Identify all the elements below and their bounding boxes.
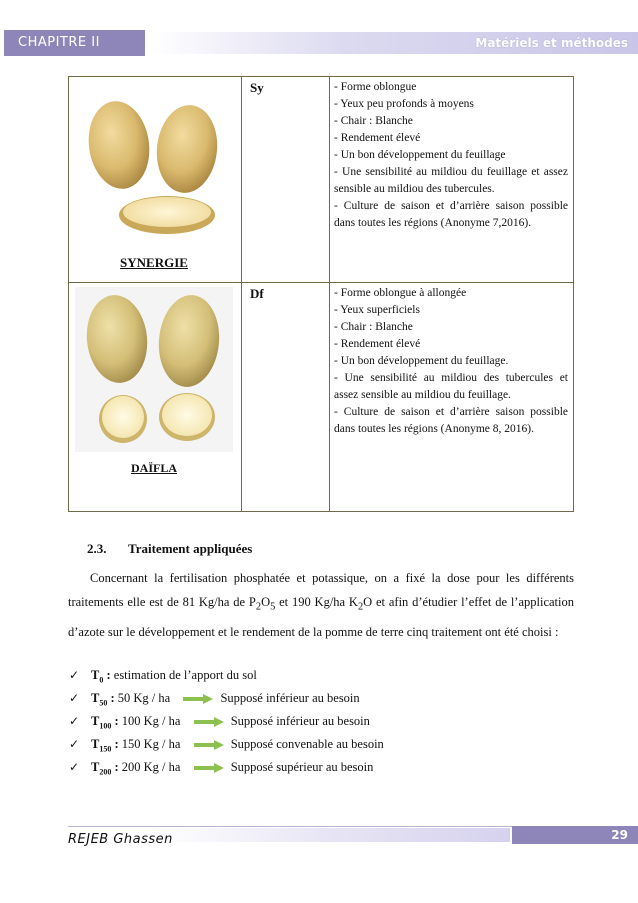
arrow-right-icon: [183, 694, 213, 704]
variety-name: DAÏFLA: [130, 461, 177, 475]
synergie-potato-photo: [75, 87, 233, 247]
list-item: [68, 710, 574, 733]
checkmark-icon: ✓: [69, 691, 80, 705]
trait-item: - Culture de saison et d’arrière saison possible dans toutes les régions (Anonyme 7,2016).: [334, 200, 568, 229]
section-header-title: Matériels et méthodes: [150, 32, 638, 54]
section-title: Traitement appliquées: [128, 541, 253, 556]
checkmark-icon: ✓: [69, 760, 80, 774]
treatment-label: $T_{50}$ :: [91, 691, 115, 708]
trait-item: - Un bon développement du feuillage: [334, 149, 506, 161]
trait-item: - Un bon développement du feuillage.: [334, 355, 509, 367]
trait-item: - Forme oblongue: [334, 81, 417, 93]
variety-traits: [330, 283, 574, 512]
variety-code: Sy: [242, 77, 330, 283]
variety-image-cell: [69, 283, 242, 512]
variety-image-cell: [69, 77, 242, 283]
section-paragraph: [68, 566, 574, 644]
treatment-note: Supposé supérieur au besoin: [230, 760, 374, 774]
treatment-label: $T_{150}$ :: [91, 737, 119, 754]
trait-item: - Une sensibilité au mildiou des tubercules et assez sensible au mildiou du feuillage.: [334, 372, 568, 401]
variety-name: SYNERGIE: [120, 255, 188, 270]
paragraph-text: Concernant la fertilisation phosphatée et potassique, on a fixé la dose pour les différents traitements elle est de 81 Kg/ha de $P_2O_5$ et 190 Kg/ha $K_2O$ et afin d’étudier l’effet de l’application d’azote sur le développement et le rendement de la pomme de terre cinq traitement ont été choisi :: [68, 571, 574, 639]
trait-item: - Forme oblongue à allongée: [334, 287, 467, 299]
trait-item: - Une sensibilité au mildiou du feuillage et assez sensible au mildiou des tubercules.: [334, 166, 568, 195]
trait-item: - Chair : Blanche: [334, 115, 413, 127]
arrow-right-icon: [194, 763, 224, 773]
section-number: 2.3.: [87, 541, 107, 556]
trait-item: - Chair : Blanche: [334, 321, 413, 333]
table-row: [69, 77, 574, 283]
checkmark-icon: ✓: [69, 737, 80, 751]
footer-rule: [68, 826, 574, 827]
footer-author: REJEB Ghassen: [68, 832, 173, 847]
daifla-potato-photo: [75, 287, 233, 452]
treatment-desc: 150 Kg / ha: [121, 737, 181, 751]
page-header: [0, 30, 638, 56]
treatment-list: [68, 664, 574, 779]
variety-traits: [330, 77, 574, 283]
treatment-label: $T_0$ :: [91, 668, 111, 685]
arrow-right-icon: [194, 717, 224, 727]
trait-item: - Rendement élevé: [334, 132, 421, 144]
page-number: 29: [512, 826, 638, 844]
trait-item: - Yeux superficiels: [334, 304, 420, 316]
trait-item: - Culture de saison et d’arrière saison possible dans toutes les régions (Anonyme 8, 2016).: [334, 406, 568, 435]
checkmark-icon: ✓: [69, 668, 80, 682]
trait-item: - Rendement élevé: [334, 338, 421, 350]
treatment-desc: 50 Kg / ha: [117, 691, 171, 705]
checkmark-icon: ✓: [69, 714, 80, 728]
variety-table: [68, 76, 574, 512]
treatment-desc: estimation de l’apport du sol: [113, 668, 257, 682]
list-item: [68, 687, 574, 710]
footer-bar: [150, 828, 510, 842]
treatment-note: Supposé inférieur au besoin: [230, 714, 370, 728]
list-item: [68, 756, 574, 779]
treatment-desc: 100 Kg / ha: [121, 714, 181, 728]
treatment-desc: 200 Kg / ha: [121, 760, 181, 774]
treatment-note: Supposé convenable au besoin: [230, 737, 384, 751]
treatment-note: Supposé inférieur au besoin: [220, 691, 360, 705]
list-item: [68, 664, 574, 687]
arrow-right-icon: [194, 740, 224, 750]
list-item: [68, 733, 574, 756]
table-row: [69, 283, 574, 512]
variety-code: Df: [242, 283, 330, 512]
treatment-label: $T_{100}$ :: [91, 714, 119, 731]
section-heading: [87, 541, 252, 557]
treatment-label: $T_{200}$ :: [91, 760, 119, 777]
chapter-label: CHAPITRE II: [4, 30, 145, 56]
trait-item: - Yeux peu profonds à moyens: [334, 98, 474, 110]
